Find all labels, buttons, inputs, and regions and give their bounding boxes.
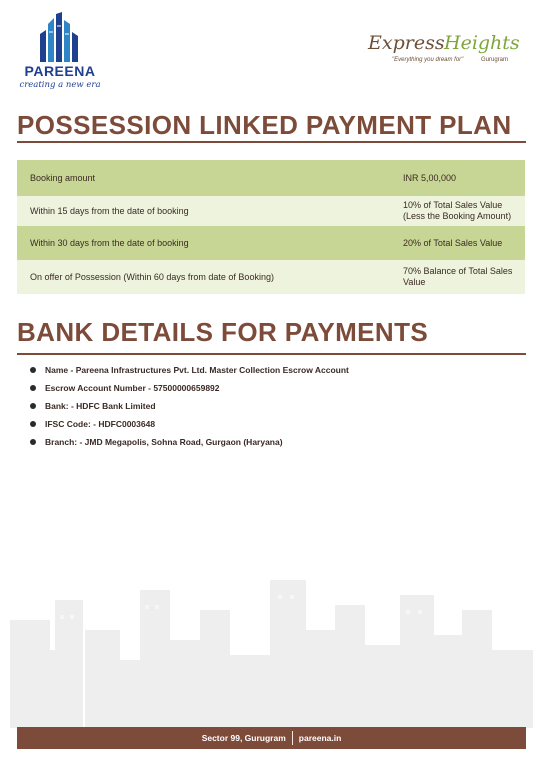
- pareena-logo: [16, 12, 106, 92]
- table-row: [17, 196, 525, 226]
- branch-detail: Branch: - JMD Megapolis, Sohna Road, Gurgaon (Haryana): [45, 437, 283, 447]
- bullet-icon: [30, 385, 36, 391]
- payment-plan-title: POSSESSION LINKED PAYMENT PLAN: [17, 110, 512, 140]
- payment-plan-table: [17, 160, 525, 294]
- row-description: Booking amount: [30, 173, 96, 183]
- list-item: [28, 436, 508, 454]
- list-item: [28, 418, 508, 436]
- table-row: [17, 226, 525, 260]
- bullet-icon: [30, 421, 36, 427]
- table-row: [17, 260, 525, 294]
- brand-tagline: creating a new era: [19, 80, 101, 90]
- project-location: Gurugram: [481, 57, 509, 63]
- bank-details-list: [28, 364, 508, 454]
- skyline-illustration: [0, 560, 543, 728]
- row-description: Within 15 days from the date of booking: [30, 206, 189, 216]
- project-name-heights: Heights: [444, 32, 520, 54]
- ifsc-detail: IFSC Code: - HDFC0003648: [45, 419, 156, 429]
- row-value: 20% of Total Sales Value: [403, 237, 503, 248]
- brand-name: PAREENA: [24, 63, 96, 79]
- list-item: [28, 400, 508, 418]
- footer-website-link[interactable]: pareena.in: [298, 733, 342, 743]
- row-value: INR 5,00,000: [403, 172, 457, 183]
- row-value: 70% Balance of Total Sales Value: [403, 266, 513, 287]
- footer-location: Sector 99, Gurugram: [201, 733, 286, 743]
- title-divider: [17, 141, 526, 143]
- bank-detail: Bank: - HDFC Bank Limited: [45, 401, 156, 411]
- bullet-icon: [30, 403, 36, 409]
- project-name-express: Express: [368, 32, 445, 54]
- bullet-icon: [30, 367, 36, 373]
- list-item: [28, 364, 508, 382]
- footer-bar: [17, 727, 526, 749]
- title-divider: [17, 353, 526, 355]
- account-number-detail: Escrow Account Number - 57500000659892: [45, 383, 220, 393]
- bank-name-detail: Name - Pareena Infrastructures Pvt. Ltd. Master Collection Escrow Account: [45, 365, 349, 375]
- bank-details-title: BANK DETAILS FOR PAYMENTS: [17, 317, 429, 347]
- tower-icon: [36, 12, 86, 62]
- table-row: [17, 160, 525, 196]
- bullet-icon: [30, 439, 36, 445]
- footer-divider: [292, 731, 293, 745]
- row-description: Within 30 days from the date of booking: [30, 238, 189, 248]
- list-item: [28, 382, 508, 400]
- row-description: On offer of Possession (Within 60 days from date of Booking): [30, 272, 274, 282]
- project-logo: [368, 28, 528, 72]
- row-value: 10% of Total Sales Value (Less the Booking Amount): [403, 200, 512, 221]
- project-tagline: "Everything you dream for": [392, 57, 464, 63]
